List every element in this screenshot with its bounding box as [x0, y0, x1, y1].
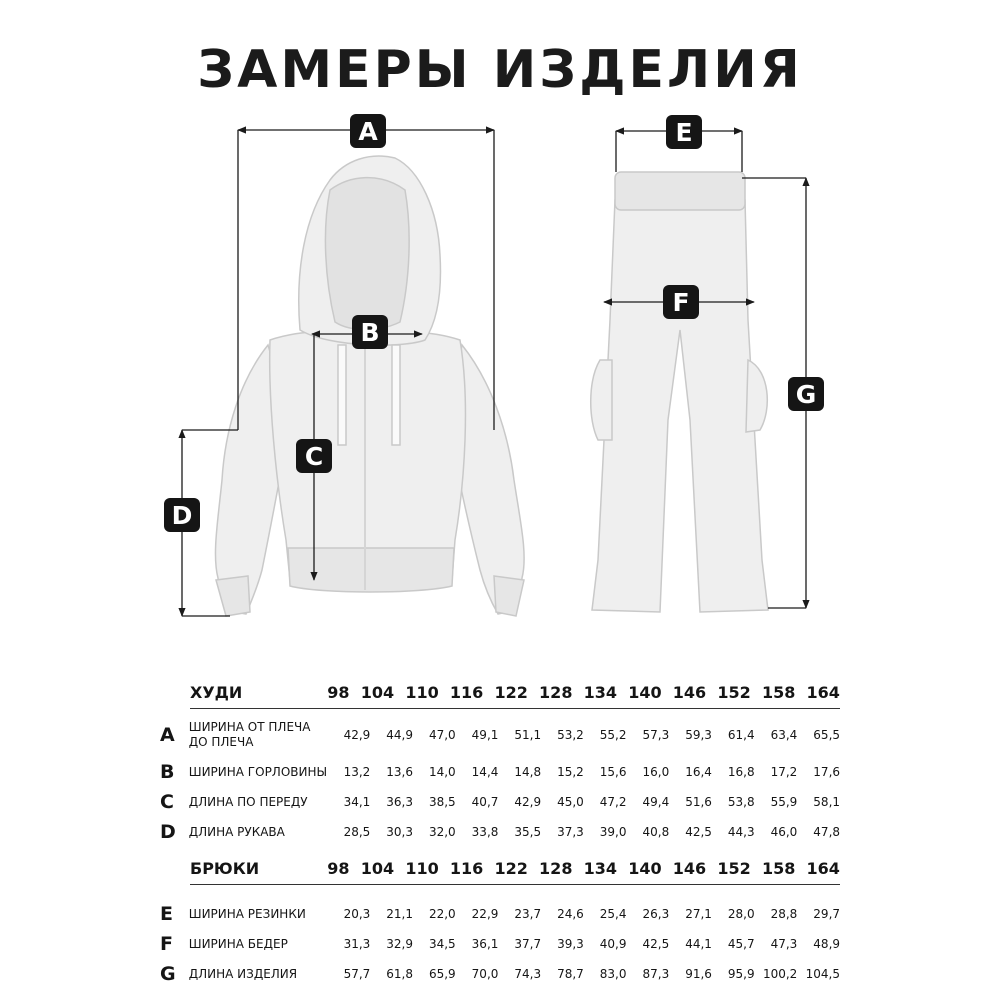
cell: 95,9	[727, 967, 755, 981]
cell: 39,0	[599, 825, 627, 839]
size-header: 116	[449, 682, 484, 702]
size-header: 116	[449, 858, 484, 878]
cell: 65,5	[813, 728, 841, 742]
cell: 14,4	[471, 765, 499, 779]
size-header: 140	[628, 682, 662, 702]
cell: 44,9	[386, 728, 413, 742]
cell: 48,9	[813, 937, 841, 951]
cell: 83,0	[599, 967, 627, 981]
cell: 51,6	[685, 795, 712, 809]
cell: 40,7	[471, 795, 499, 809]
svg-text:D: D	[171, 501, 193, 530]
cell: 17,6	[813, 765, 841, 779]
cell: 32,0	[428, 825, 456, 839]
cell: 61,4	[727, 728, 755, 742]
row-letter: D	[160, 821, 176, 843]
row-label: ШИРИНА ОТ ПЛЕЧА ДО ПЛЕЧА	[188, 720, 311, 749]
table-row	[160, 757, 840, 787]
divider	[190, 708, 840, 709]
size-header: 104	[360, 858, 395, 878]
cell: 59,3	[685, 728, 712, 742]
cell: 70,0	[471, 967, 499, 981]
cell: 55,9	[770, 795, 798, 809]
table-row	[160, 713, 840, 757]
size-header: 158	[761, 682, 796, 702]
cell: 45,0	[557, 795, 584, 809]
cell: 45,7	[727, 937, 755, 951]
row-label: ШИРИНА РЕЗИНКИ	[188, 906, 306, 921]
cell: 65,9	[428, 967, 456, 981]
hoodie-drawing	[215, 156, 524, 616]
divider	[190, 884, 840, 885]
cell: 100,2	[762, 967, 798, 981]
size-header: 98	[327, 682, 350, 702]
cell: 22,0	[428, 907, 456, 921]
row-label: ШИРИНА БЕДЕР	[188, 936, 288, 951]
svg-text:B: B	[360, 318, 380, 347]
hoodie-header-row	[160, 676, 840, 708]
cell: 21,1	[386, 907, 413, 921]
cell: 28,8	[770, 907, 798, 921]
cell: 47,0	[428, 728, 456, 742]
cell: 13,2	[343, 765, 371, 779]
cell: 49,1	[471, 728, 499, 742]
cell: 36,3	[386, 795, 413, 809]
cell: 14,8	[514, 765, 542, 779]
cell: 74,3	[514, 967, 542, 981]
cell: 47,8	[813, 825, 841, 839]
cell: 87,3	[642, 967, 670, 981]
pants-table-title: БРЮКИ	[190, 858, 260, 878]
row-letter: A	[160, 724, 175, 746]
pants-drawing	[591, 172, 768, 612]
cell: 16,8	[727, 765, 755, 779]
cell: 24,6	[557, 907, 584, 921]
cell: 55,2	[599, 728, 627, 742]
cell: 57,3	[642, 728, 670, 742]
cell: 39,3	[557, 937, 584, 951]
svg-text:C: C	[304, 442, 324, 471]
size-header: 128	[539, 858, 573, 878]
size-header: 128	[539, 682, 573, 702]
cell: 20,3	[343, 907, 371, 921]
cell: 63,4	[770, 728, 798, 742]
cell: 40,8	[642, 825, 670, 839]
size-header: 146	[672, 682, 707, 702]
cell: 26,3	[642, 907, 670, 921]
size-header: 134	[583, 858, 618, 878]
size-header: 104	[360, 682, 395, 702]
hoodie-table-title: ХУДИ	[190, 682, 243, 702]
row-letter: F	[160, 933, 173, 955]
cell: 23,7	[514, 907, 542, 921]
svg-text:A: A	[358, 117, 378, 146]
cell: 15,2	[557, 765, 584, 779]
badge-f	[663, 285, 699, 319]
size-header: 98	[327, 858, 350, 878]
pants-size-table	[160, 852, 840, 989]
cell: 34,5	[428, 937, 456, 951]
size-header: 152	[717, 682, 751, 702]
cell: 28,0	[727, 907, 755, 921]
cell: 47,3	[770, 937, 798, 951]
cell: 31,3	[343, 937, 371, 951]
svg-text:F: F	[672, 288, 690, 317]
size-header: 158	[761, 858, 796, 878]
size-header: 164	[806, 682, 840, 702]
cell: 44,1	[685, 937, 712, 951]
size-header: 134	[583, 682, 618, 702]
size-header: 140	[628, 858, 662, 878]
cell: 17,2	[770, 765, 798, 779]
table-row	[160, 817, 840, 847]
row-label: ШИРИНА ГОРЛОВИНЫ	[188, 764, 328, 779]
cell: 42,9	[514, 795, 542, 809]
cell: 37,3	[557, 825, 584, 839]
cell: 34,1	[343, 795, 371, 809]
cell: 40,9	[599, 937, 627, 951]
svg-text:G: G	[795, 380, 817, 409]
badge-a	[350, 114, 386, 148]
table-row	[160, 959, 840, 989]
table-row	[160, 787, 840, 817]
cell: 13,6	[386, 765, 413, 779]
row-label: ДЛИНА ИЗДЕЛИЯ	[188, 966, 298, 981]
row-letter: G	[160, 963, 176, 985]
cell: 22,9	[471, 907, 499, 921]
cell: 61,8	[386, 967, 413, 981]
cell: 38,5	[428, 795, 456, 809]
cell: 104,5	[805, 967, 841, 981]
size-header: 110	[405, 682, 439, 702]
row-letter: E	[160, 903, 173, 925]
cell: 44,3	[727, 825, 755, 839]
cell: 29,7	[813, 907, 841, 921]
cell: 25,4	[599, 907, 627, 921]
cell: 47,2	[599, 795, 627, 809]
cell: 28,5	[343, 825, 371, 839]
cell: 78,7	[557, 967, 584, 981]
size-header: 122	[494, 858, 528, 878]
cell: 57,7	[343, 967, 371, 981]
size-header: 152	[717, 858, 751, 878]
size-header: 110	[405, 858, 439, 878]
size-header: 164	[806, 858, 840, 878]
cell: 37,7	[514, 937, 542, 951]
cell: 16,4	[685, 765, 712, 779]
badge-e	[666, 115, 702, 149]
cell: 27,1	[685, 907, 712, 921]
size-header: 122	[494, 682, 528, 702]
table-row	[160, 929, 840, 959]
hoodie-size-table	[160, 676, 840, 847]
cell: 42,5	[685, 825, 712, 839]
page-title: ЗАМЕРЫ ИЗДЕЛИЯ	[197, 40, 803, 100]
badge-c	[296, 439, 332, 473]
cell: 35,5	[514, 825, 542, 839]
pants-header-row	[160, 852, 840, 884]
cell: 14,0	[428, 765, 456, 779]
row-letter: C	[160, 791, 174, 813]
cell: 49,4	[642, 795, 670, 809]
cell: 53,2	[557, 728, 584, 742]
table-row	[160, 899, 840, 929]
cell: 33,8	[471, 825, 499, 839]
badge-g	[788, 377, 824, 411]
size-header: 146	[672, 858, 707, 878]
badge-d	[164, 498, 200, 532]
svg-text:E: E	[675, 118, 693, 147]
cell: 46,0	[770, 825, 798, 839]
cell: 53,8	[727, 795, 755, 809]
cell: 15,6	[599, 765, 627, 779]
cell: 91,6	[685, 967, 712, 981]
cell: 51,1	[514, 728, 542, 742]
row-label: ДЛИНА ПО ПЕРЕДУ	[188, 794, 308, 809]
cell: 30,3	[386, 825, 413, 839]
cell: 36,1	[471, 937, 499, 951]
cell: 16,0	[642, 765, 670, 779]
row-letter: B	[160, 761, 175, 783]
cell: 42,5	[642, 937, 670, 951]
cell: 42,9	[343, 728, 371, 742]
cell: 32,9	[386, 937, 413, 951]
cell: 58,1	[813, 795, 841, 809]
row-label: ДЛИНА РУКАВА	[188, 824, 285, 839]
badge-b	[352, 315, 388, 349]
